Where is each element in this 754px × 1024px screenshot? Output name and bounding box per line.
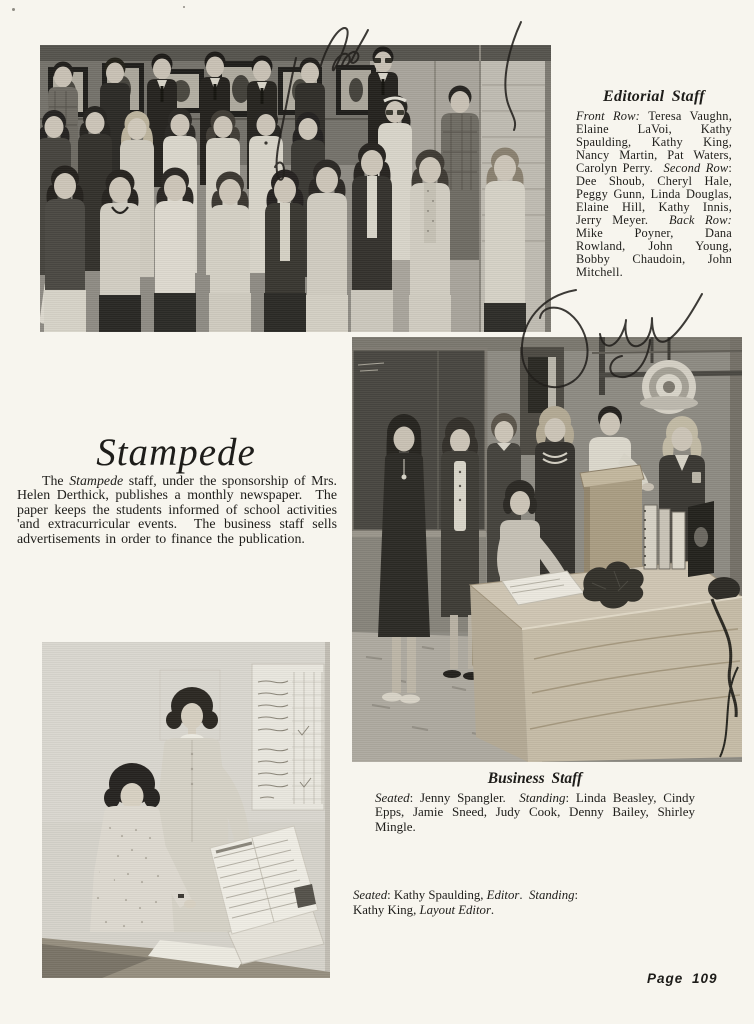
business-staff-caption — [375, 770, 695, 834]
business-staff-heading: Business Staff — [487, 770, 583, 787]
editors-caption: Seated: Kathy Spaulding, Editor. Standing: Kathy King, Layout Editor. — [353, 888, 579, 917]
editors-photo — [42, 642, 330, 978]
handwritten-signatures — [250, 14, 540, 204]
editors-photo-art — [42, 642, 330, 978]
page-number: Page 109 — [647, 971, 718, 986]
editorial-staff-caption — [576, 88, 732, 279]
editorial-staff-names: Front Row: Teresa Vaughn, Elaine LaVoi, Kathy Spaulding, Kathy King, Nancy Martin, Pat Waters, Carolyn Perry. Second Row: Dee Shoub, Cheryl Hale, Peggy Gunn, Linda Douglas, Elaine Hill, Kathy Innis, Jerry Meyer. Back Row: Mike Poyner, Dana Rowland, John Young, Bobby Chaudoin, John Mitchell. — [576, 109, 732, 279]
scan-speck — [12, 8, 15, 11]
article-title: Stampede — [96, 431, 256, 474]
article-body: The Stampede staff, under the sponsorship of Mrs. Helen Derthick, publishes a monthly newspaper. The paper keeps the students informed of school activities 'and extracurricular events. The business staff sells advertisements in order to finance the publication. — [17, 474, 337, 547]
editorial-staff-heading: Editorial Staff — [603, 88, 705, 105]
scan-speck — [183, 6, 185, 8]
signature-judy — [480, 278, 720, 408]
business-staff-names: Seated: Jenny Spangler. Standing: Linda Beasley, Cindy Epps, Jamie Sneed, Judy Cook, Denny Bailey, Shirley Mingle. — [375, 790, 695, 834]
